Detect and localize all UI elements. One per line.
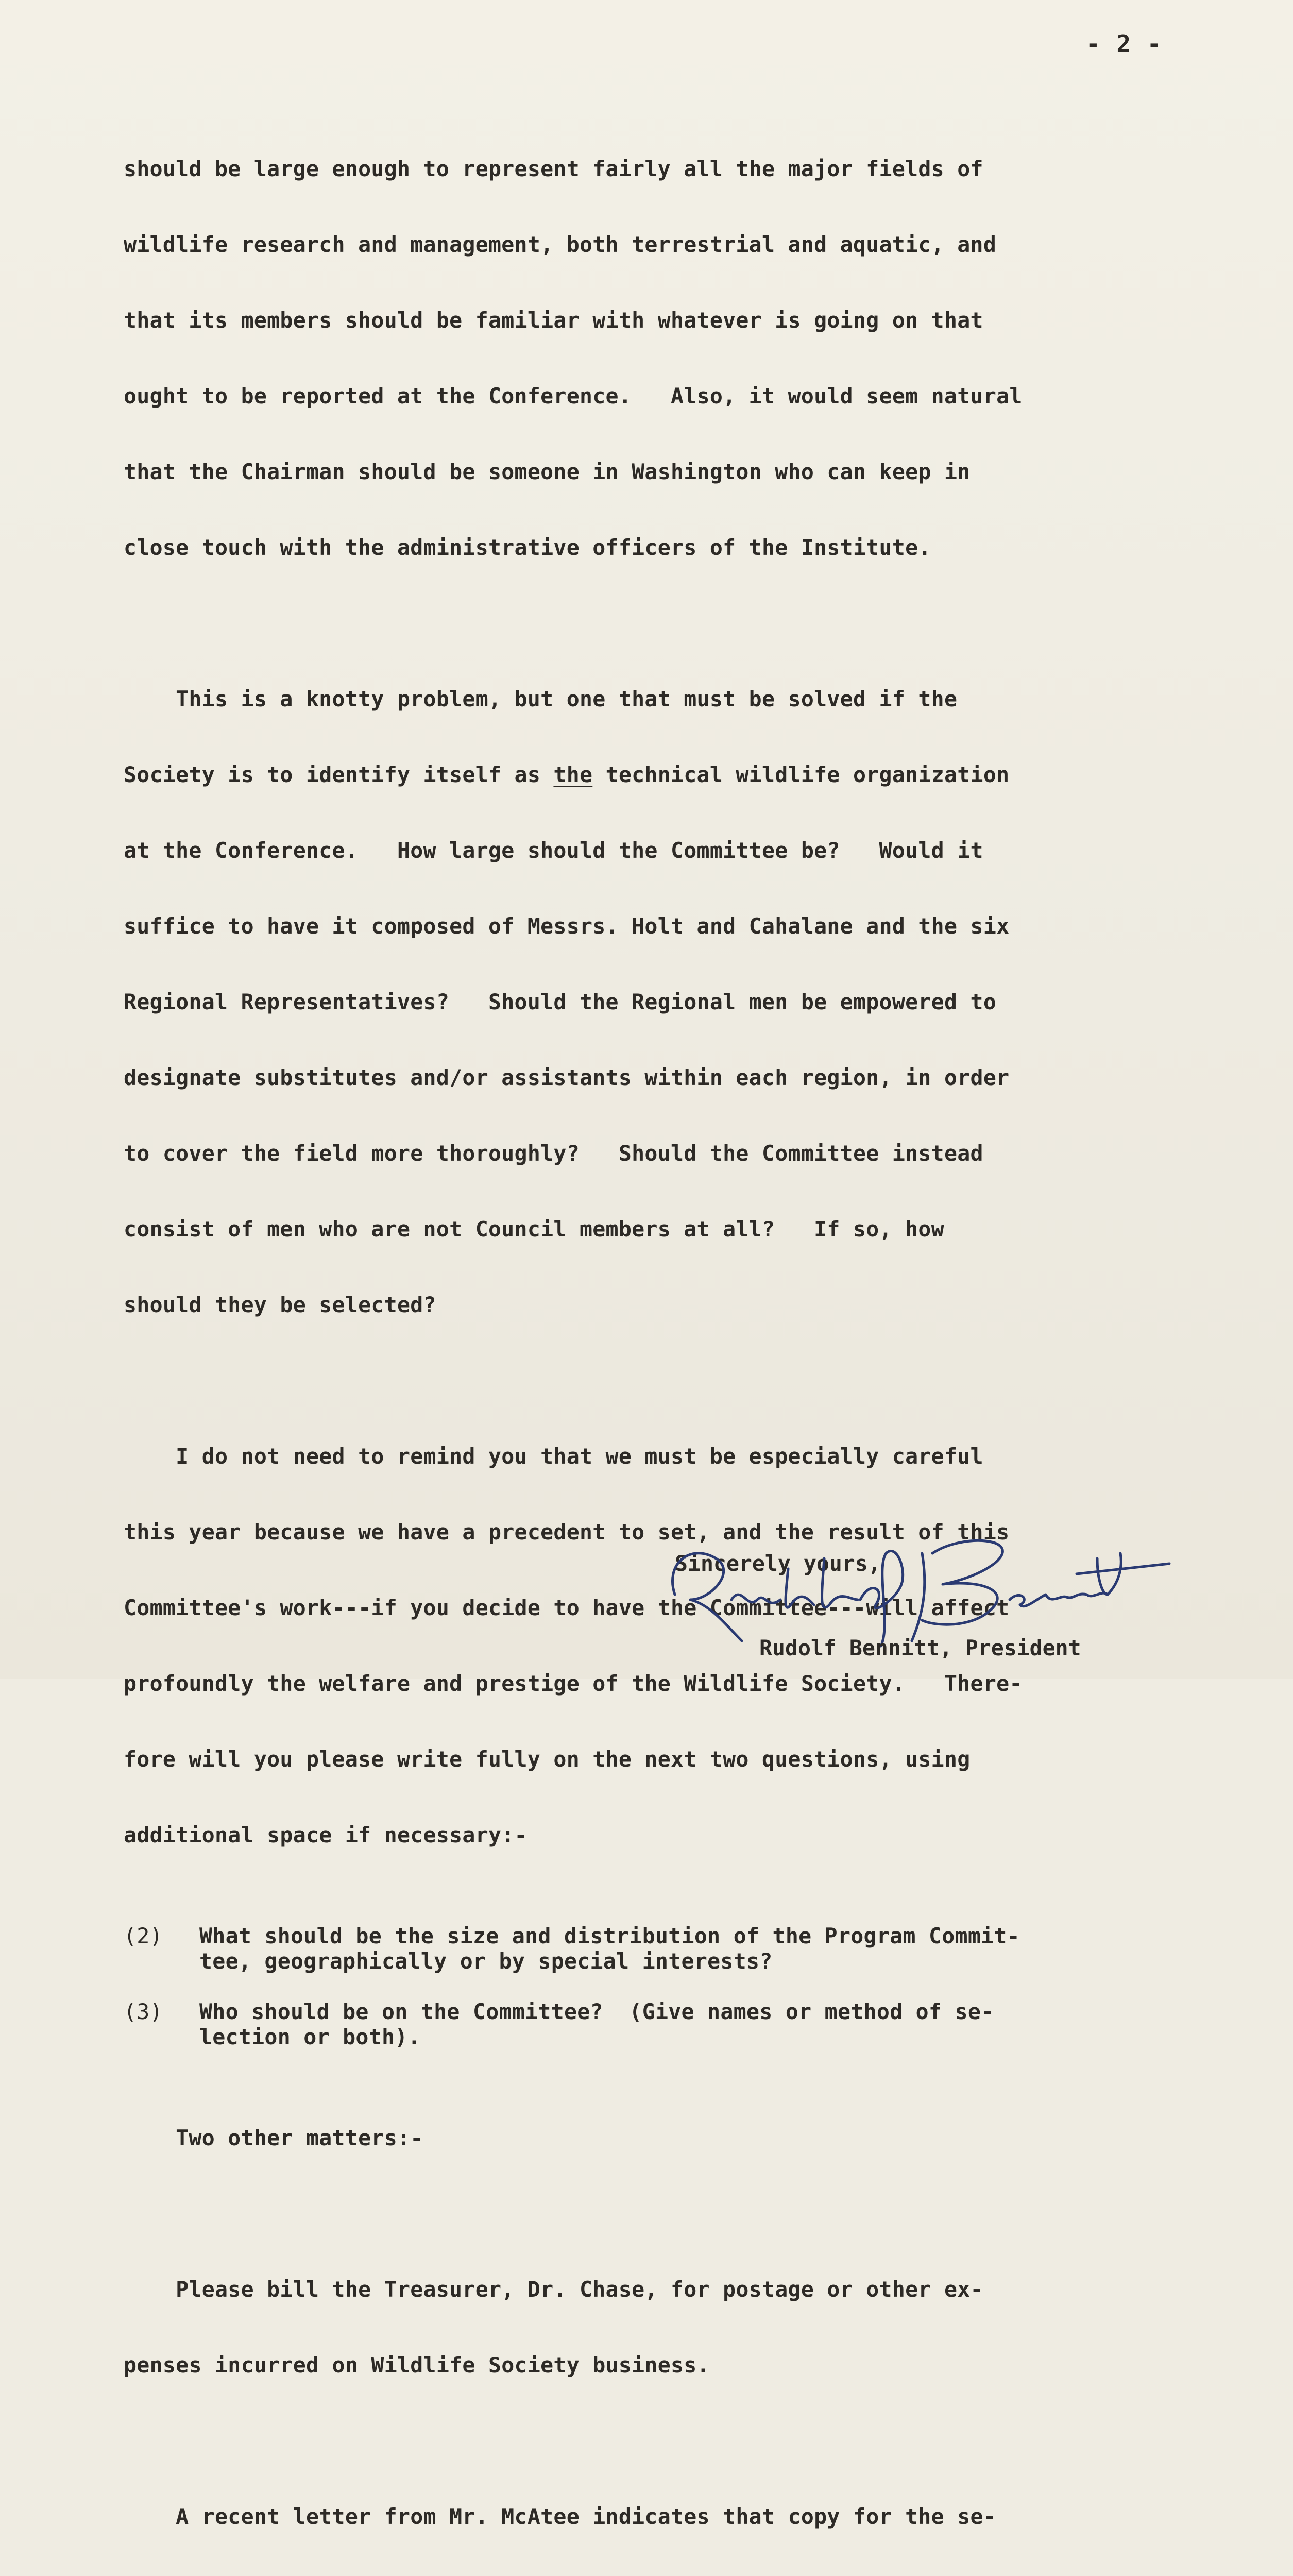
question-item-3 <box>124 1999 1200 2049</box>
paragraph-committee-composition <box>124 106 1200 611</box>
text-line: profoundly the welfare and prestige of the Wildlife Society. There- <box>124 1671 1023 1696</box>
text-line: fore will you please write fully on the next two questions, using <box>124 1747 971 1772</box>
other-matters-heading <box>124 2075 1200 2201</box>
text-line: additional space if necessary:- <box>124 1822 528 1848</box>
text-line: consist of men who are not Council members at all? If so, how <box>124 1216 944 1242</box>
text-line: at the Conference. How large should the Committee be? Would it <box>124 838 983 863</box>
page-number: - 2 - <box>1086 30 1163 58</box>
question-number: (2) <box>124 1923 163 1948</box>
text-line: wildlife research and management, both terrestrial and aquatic, and <box>124 232 997 257</box>
text-line: I do not need to remind you that we must be especially careful <box>124 1444 983 1469</box>
letter-body <box>124 106 1200 2576</box>
text-line: to cover the field more thoroughly? Should the Committee instead <box>124 1141 983 1166</box>
text-line: A recent letter from Mr. McAtee indicates that copy for the se- <box>124 2504 997 2529</box>
question-number: (3) <box>124 1999 163 2024</box>
paragraph-treasurer <box>124 2226 1200 2428</box>
text-line: Please bill the Treasurer, Dr. Chase, for postage or other ex- <box>124 2277 983 2302</box>
text-line: What should be the size and distribution of the Program Commit- <box>199 1923 1020 1948</box>
text-line <box>124 762 1200 787</box>
text-line: this year because we have a precedent to set, and the result of this <box>124 1519 1010 1545</box>
text-line: should be large enough to represent fairly all the major fields of <box>124 156 983 181</box>
paragraph-journal <box>124 2453 1200 2576</box>
text-line: Two other matters:- <box>124 2125 423 2150</box>
underlined-word: the <box>553 762 593 787</box>
question-item-2 <box>124 1923 1200 1974</box>
text-line: that its members should be familiar with whatever is going on that <box>124 308 983 333</box>
paragraph-knotty-problem <box>124 636 1200 1368</box>
text-line: close touch with the administrative officers of the Institute. <box>124 535 931 560</box>
text-run: Society is to identify itself as <box>124 762 554 787</box>
closing: Sincerely yours, <box>675 1551 881 1576</box>
text-line: This is a knotty problem, but one that must be solved if the <box>124 686 958 711</box>
text-line: tee, geographically or by special interests? <box>199 1948 773 1974</box>
text-line: penses incurred on Wildlife Society business. <box>124 2352 710 2378</box>
text-line: that the Chairman should be someone in Washington who can keep in <box>124 459 971 484</box>
text-line: Committee's work---if you decide to have the Committee---will affect <box>124 1595 1010 1620</box>
text-line: designate substitutes and/or assistants within each region, in order <box>124 1065 1010 1090</box>
signer-name: Rudolf Bennitt, President <box>759 1635 1081 1660</box>
text-line: suffice to have it composed of Messrs. Holt and Cahalane and the six <box>124 913 1010 939</box>
text-line: lection or both). <box>199 2024 421 2049</box>
text-line: Who should be on the Committee? (Give names or method of se- <box>199 1999 994 2024</box>
text-run: technical wildlife organization <box>592 762 1010 787</box>
text-line: Regional Representatives? Should the Regional men be empowered to <box>124 989 997 1014</box>
text-line: ought to be reported at the Conference. Also, it would seem natural <box>124 383 1023 409</box>
text-line: should they be selected? <box>124 1292 436 1317</box>
